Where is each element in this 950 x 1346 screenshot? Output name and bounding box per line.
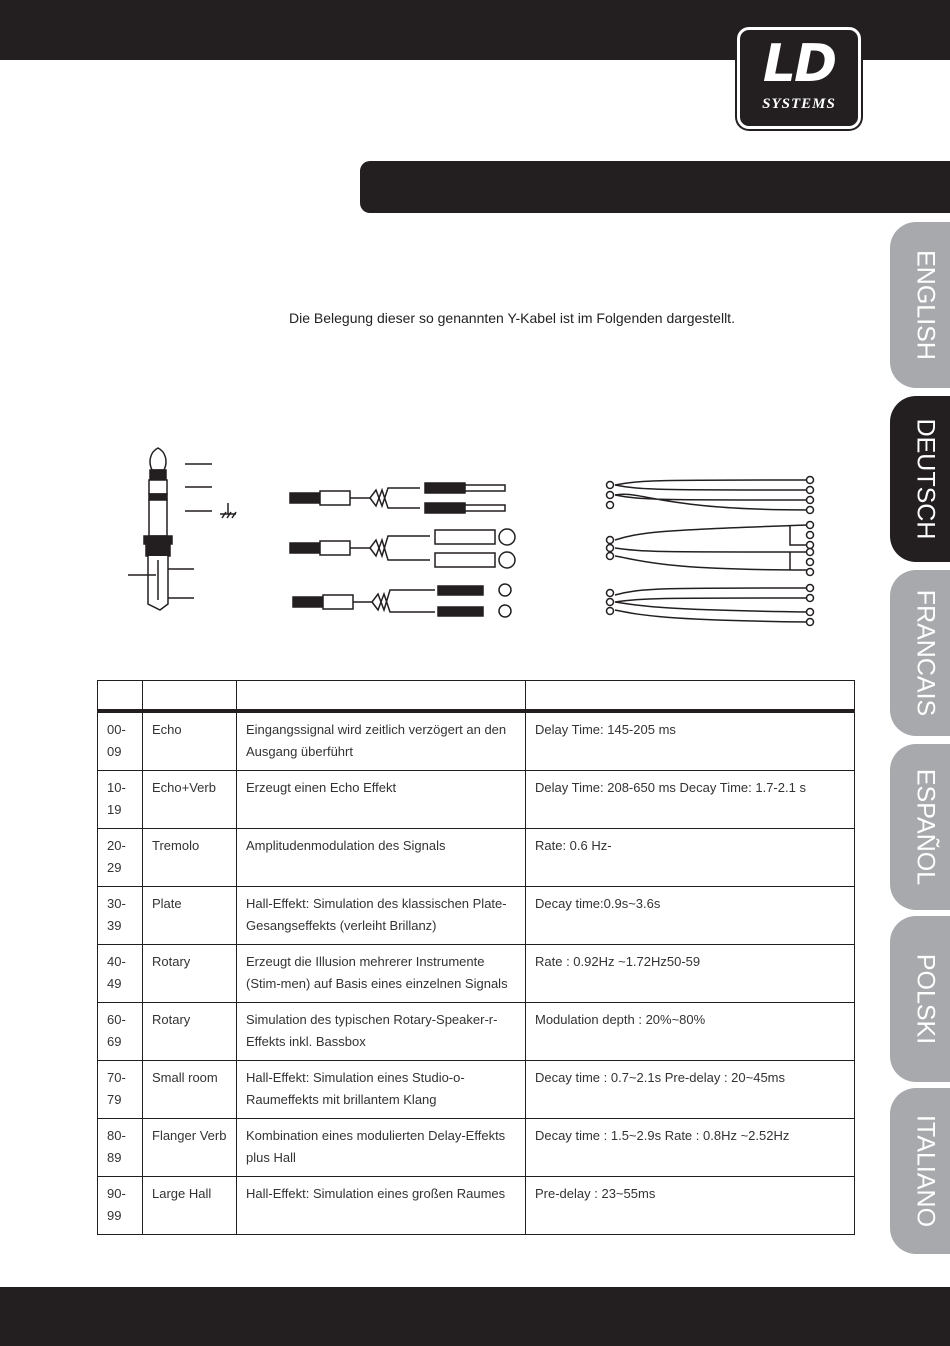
logo-sub: SYSTEMS	[762, 96, 836, 112]
header-cell	[98, 681, 143, 712]
tab-polski[interactable]	[890, 916, 950, 1082]
program-range-cell: 10-19	[98, 771, 143, 829]
y-cable-jack-to-xlr	[290, 529, 515, 568]
tab-espanol[interactable]	[890, 744, 950, 910]
description-cell: Simulation des typischen Rotary-Speaker-r-Effekts inkl. Bassbox	[237, 1003, 526, 1061]
tab-francais[interactable]	[890, 570, 950, 736]
description-cell: Amplitudenmodulation des Signals	[237, 829, 526, 887]
tab-label: ENGLISH	[911, 250, 940, 360]
parameters-cell: Delay Time: 208-650 ms Decay Time: 1.7-2.1 s	[526, 771, 855, 829]
tab-label: FRANCAIS	[911, 589, 940, 717]
program-range-cell: 40-49	[98, 945, 143, 1003]
effect-name-cell: Tremolo	[143, 829, 237, 887]
ld-systems-logo	[737, 27, 861, 129]
table-header-row	[98, 681, 855, 712]
tab-english[interactable]	[890, 222, 950, 388]
description-cell: Erzeugt einen Echo Effekt	[237, 771, 526, 829]
program-range-cell: 30-39	[98, 887, 143, 945]
table-row	[98, 1003, 855, 1061]
effect-name-cell: Rotary	[143, 1003, 237, 1061]
intro-text: Die Belegung dieser so genannten Y-Kabel ist im Folgenden dargestellt.	[289, 310, 735, 326]
effect-name-cell: Rotary	[143, 945, 237, 1003]
header-cell	[143, 681, 237, 712]
program-range-cell: 90-99	[98, 1177, 143, 1235]
tab-deutsch[interactable]	[890, 396, 950, 562]
tab-label: ITALIANO	[911, 1114, 940, 1228]
program-range-cell: 00-09	[98, 711, 143, 771]
effect-name-cell: Echo	[143, 711, 237, 771]
effect-name-cell: Plate	[143, 887, 237, 945]
description-cell: Hall-Effekt: Simulation eines großen Raumes	[237, 1177, 526, 1235]
parameters-cell: Decay time : 1.5~2.9s Rate : 0.8Hz ~2.52Hz	[526, 1119, 855, 1177]
description-cell: Kombination eines modulierten Delay-Effekts plus Hall	[237, 1119, 526, 1177]
header-cell	[237, 681, 526, 712]
description-cell: Hall-Effekt: Simulation des klassischen Plate-Gesangseffekts (verleiht Brillanz)	[237, 887, 526, 945]
effect-name-cell: Flanger Verb	[143, 1119, 237, 1177]
parameters-cell: Rate : 0.92Hz ~1.72Hz50-59	[526, 945, 855, 1003]
parameters-cell: Delay Time: 145-205 ms	[526, 711, 855, 771]
program-range-cell: 80-89	[98, 1119, 143, 1177]
parameters-cell: Decay time:0.9s~3.6s	[526, 887, 855, 945]
program-range-cell: 70-79	[98, 1061, 143, 1119]
logo-main: LD	[762, 34, 836, 94]
tab-label: POLSKI	[911, 953, 940, 1045]
table-row	[98, 1177, 855, 1235]
table-row	[98, 887, 855, 945]
stereo-jack-plug-illustration	[128, 448, 236, 610]
effect-name-cell: Echo+Verb	[143, 771, 237, 829]
effect-name-cell: Large Hall	[143, 1177, 237, 1235]
table-row	[98, 771, 855, 829]
header-cell	[526, 681, 855, 712]
section-title-band	[360, 161, 950, 213]
wiring-schematics	[607, 477, 814, 626]
table-row	[98, 945, 855, 1003]
effects-table	[97, 680, 855, 1235]
program-range-cell: 20-29	[98, 829, 143, 887]
table-row	[98, 1119, 855, 1177]
parameters-cell: Pre-delay : 23~55ms	[526, 1177, 855, 1235]
parameters-cell: Modulation depth : 20%~80%	[526, 1003, 855, 1061]
parameters-cell: Decay time : 0.7~2.1s Pre-delay : 20~45ms	[526, 1061, 855, 1119]
effect-name-cell: Small room	[143, 1061, 237, 1119]
tab-italiano[interactable]	[890, 1088, 950, 1254]
description-cell: Eingangssignal wird zeitlich verzögert an den Ausgang überführt	[237, 711, 526, 771]
description-cell: Hall-Effekt: Simulation eines Studio-o-Raumeffekts mit brillantem Klang	[237, 1061, 526, 1119]
program-range-cell: 60-69	[98, 1003, 143, 1061]
y-cable-wiring-diagram	[120, 430, 840, 650]
tab-label: ESPAÑOL	[911, 768, 940, 886]
tab-label: DEUTSCH	[911, 418, 940, 540]
table-row	[98, 1061, 855, 1119]
description-cell: Erzeugt die Illusion mehrerer Instrumente (Stim-men) auf Basis eines einzelnen Signals	[237, 945, 526, 1003]
bottom-bar	[0, 1287, 950, 1346]
table-row	[98, 711, 855, 771]
parameters-cell: Rate: 0.6 Hz-	[526, 829, 855, 887]
y-cable-jack-to-jack	[290, 483, 505, 513]
table-row	[98, 829, 855, 887]
y-cable-jack-to-rca	[293, 584, 511, 617]
